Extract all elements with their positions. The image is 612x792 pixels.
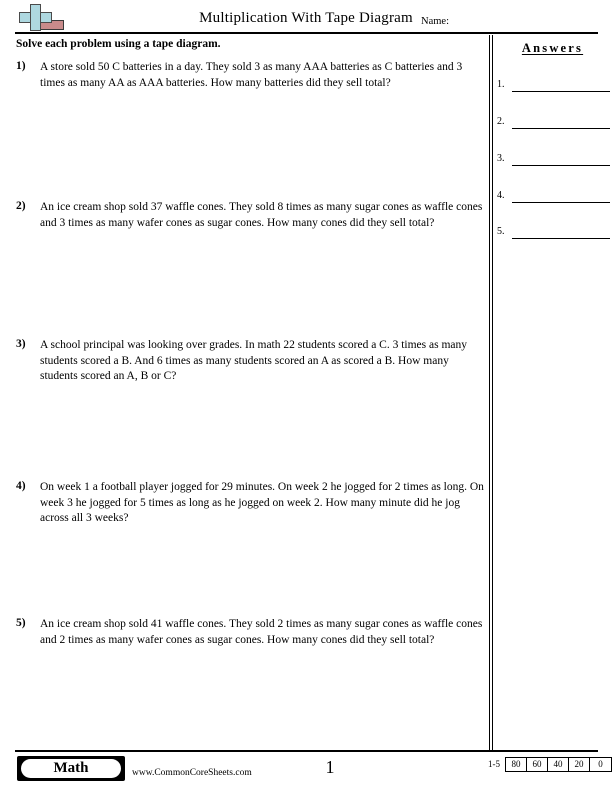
answer-blank-line[interactable] <box>512 238 610 239</box>
answers-heading: Answers <box>521 41 584 55</box>
answer-blank-line[interactable] <box>512 128 610 129</box>
problem-number: 2) <box>16 200 26 212</box>
name-field-label[interactable]: Name: <box>421 16 449 27</box>
answer-row[interactable] <box>497 190 610 204</box>
answer-row[interactable] <box>497 79 610 93</box>
problem-number: 1) <box>16 60 26 72</box>
answer-blank-line[interactable] <box>512 165 610 166</box>
footer-divider-rule <box>15 750 598 752</box>
subject-badge <box>17 756 125 781</box>
score-cell: 0 <box>598 759 603 769</box>
score-cell: 80 <box>506 758 527 771</box>
subject-badge-label: Math <box>21 759 121 778</box>
answer-blank-line[interactable] <box>512 202 610 203</box>
answer-row[interactable] <box>497 116 610 130</box>
score-cell: 40 <box>548 758 569 771</box>
answer-number: 5. <box>497 226 505 237</box>
score-cell: 20 <box>569 758 590 771</box>
page-number: 1 <box>325 757 335 777</box>
answer-row[interactable] <box>497 226 610 240</box>
answer-number: 1. <box>497 79 505 90</box>
problem-text: On week 1 a football player jogged for 29 minutes. On week 2 he jogged for 2 times as long. On week 3 he jogged for 5 times as long as he jogged on week 2. How many minute did he jog across all 3 weeks? <box>40 481 484 524</box>
page-header <box>0 0 612 33</box>
scoring-table <box>470 757 612 772</box>
problem-text: A store sold 50 C batteries in a day. They sold 3 as many AAA batteries as C batteries and 3 times as many AA as AAA batteries. How many batteries did they sell total? <box>40 61 463 89</box>
problem-number: 5) <box>16 617 26 629</box>
problem-text: An ice cream shop sold 37 waffle cones. They sold 8 times as many sugar cones as waffle cones and 3 times as many wafer cones as sugar cones. How many cones did they sell total? <box>40 201 483 229</box>
score-range-label: 1-5 <box>488 759 500 769</box>
problem-text: An ice cream shop sold 41 waffle cones. They sold 2 times as many sugar cones as waffle cones and 2 times as many wafer cones as sugar cones. How many cones did they sell total? <box>40 618 483 646</box>
problem-number: 4) <box>16 480 26 492</box>
answer-number: 2. <box>497 116 505 127</box>
instruction-text: Solve each problem using a tape diagram. <box>16 38 221 50</box>
answers-column <box>493 35 612 750</box>
score-cell: 60 <box>527 758 548 771</box>
answer-row[interactable] <box>497 153 610 167</box>
answer-number: 4. <box>497 190 505 201</box>
problem-text: A school principal was looking over grades. In math 22 students scored a C. 3 times as many students scored a B. And 6 times as many students scored an A as scored a B. How many students scored an A, B or C? <box>40 339 468 382</box>
header-divider-rule <box>15 32 598 34</box>
problem-number: 3) <box>16 338 26 350</box>
score-cell-group <box>505 757 612 772</box>
answer-blank-line[interactable] <box>512 91 610 92</box>
site-url-text[interactable]: www.CommonCoreSheets.com <box>132 768 252 778</box>
page-title: Multiplication With Tape Diagram <box>199 10 413 26</box>
answer-number: 3. <box>497 153 505 164</box>
